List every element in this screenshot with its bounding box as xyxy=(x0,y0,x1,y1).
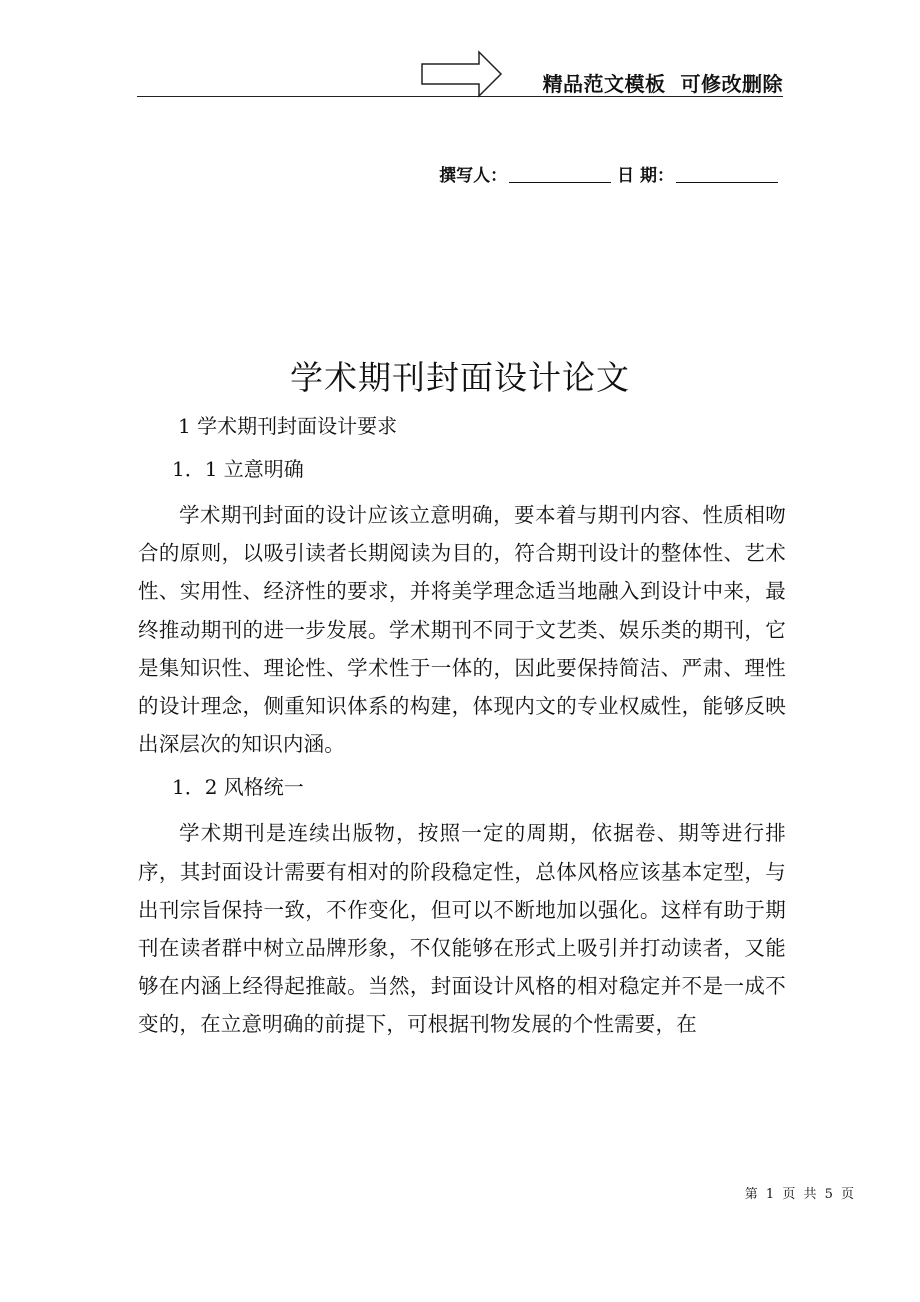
author-blank xyxy=(509,164,611,183)
paragraph: 学术期刊封面的设计应该立意明确，要本着与期刊内容、性质相吻合的原则，以吸引读者长期阅读为目的，符合期刊设计的整体性、艺术性、实用性、经济性的要求，并将美学理念适当地融入到设计中来，最终推动期刊的进一步发展。学术期刊不同于文艺类、娱乐类的期刊，它是集知识性、理论性、学术性于一体的，因此要保持简洁、严肃、理性的设计理念，侧重知识体系的构建，体现内文的专业权威性，能够反映出深层次的知识内涵。 xyxy=(138,503,786,757)
page-header xyxy=(137,50,783,98)
header-text: 精品范文模板 可修改删除 xyxy=(542,72,783,96)
header-rule xyxy=(137,96,783,97)
date-blank xyxy=(676,164,778,183)
section-heading: 1 学术期刊封面设计要求 xyxy=(178,414,398,438)
page-footer: 第 1 页 共 5 页 xyxy=(744,1187,854,1202)
paragraph: 学术期刊是连续出版物，按照一定的周期，依据卷、期等进行排序，其封面设计需要有相对的阶段稳定性，总体风格应该基本定型，与出刊宗旨保持一致，不作变化，但可以不断地加以强化。这样有助于期刊在读者群中树立品牌形象，不仅能够在形式上吸引并打动读者，又能够在内涵上经得起推敲。当然，封面设计风格的相对稳定并不是一成不变的，在立意明确的前提下，可根据刊物发展的个性需要，在 xyxy=(138,821,786,1037)
date-label: 日 期： xyxy=(617,166,674,186)
arrow-right-icon xyxy=(421,50,503,98)
document-body xyxy=(138,407,786,1044)
document-title: 学术期刊封面设计论文 xyxy=(290,358,630,398)
signature-line xyxy=(439,161,782,186)
subsection-heading: 1．2 风格统一 xyxy=(172,775,304,800)
subsection-heading: 1．1 立意明确 xyxy=(172,457,304,481)
author-label: 撰写人： xyxy=(439,166,508,186)
